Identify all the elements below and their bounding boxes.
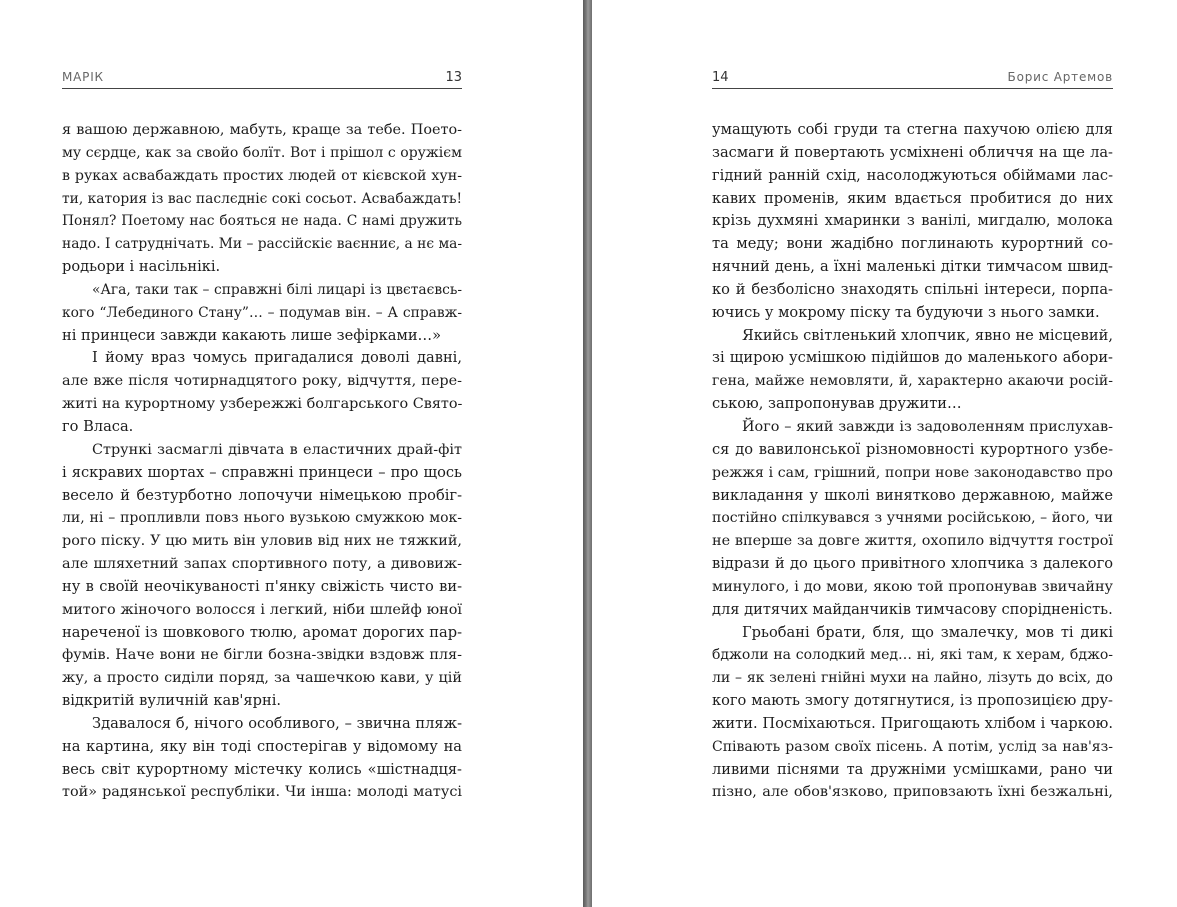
text-line: рого піску. У цю мить він уловив від них не тяжкий, [62, 533, 462, 550]
left-page [62, 0, 462, 907]
text-line: в руках асвабаждать простих людей от кієвской хун- [62, 167, 462, 184]
right-running-title: Борис Артемов [1007, 70, 1113, 84]
text-line: але шляхетний запах спортивного поту, а дивовиж- [62, 556, 462, 573]
text-line: але вже після чотирнадцятого року, відчуття, пере- [62, 373, 462, 390]
text-line: на картина, яку він тоді спостерігав у відомому на [62, 737, 462, 755]
left-running-title: МАРІК [62, 70, 104, 84]
text-line: ючись у мокрому піску та будуючи з нього замки. [712, 303, 1100, 321]
text-line: жу, а просто сиділи поряд, за чашечкою кави, у цій [62, 670, 462, 687]
left-page-body [62, 119, 462, 804]
text-line: фумів. Наче вони не бігли бозна-звідки вздовж пля- [62, 647, 462, 664]
text-line: викладання у школі винятково державною, майже [712, 486, 1113, 504]
text-line: жити. Посміхаються. Пригощають хлібом і чаркою. [712, 714, 1113, 732]
text-line: ли – як зелені гнійні мухи на лайно, лізуть до всіх, до [712, 670, 1113, 687]
text-line: Якийсь світленький хлопчик, явно не місцевий, [742, 326, 1113, 344]
text-line: крізь духмяні хмаринки з ванілі, мигдалю, молока [712, 212, 1113, 230]
text-line: кавих променів, яким вдається пробитися до них [712, 189, 1113, 207]
text-line: весело й безтурботно лопочучи німецькою пробіг- [62, 486, 462, 504]
text-line: Понял? Поетому нас бояться не нада. С намі дружить [62, 213, 462, 230]
text-line: І йому враз чомусь пригадалися доволі давні, [92, 349, 462, 367]
text-line: зі щирою усмішкою підійшов до маленького абори- [712, 349, 1113, 367]
text-line: Грьобані брати, бля, що змалечку, мов ті дикі [742, 623, 1113, 641]
text-line: житі на курортному узбережжі болгарського Свято- [62, 396, 462, 413]
text-line: відрази й до цього привітного хлопчика з далекого [712, 555, 1113, 573]
text-line: постійно спілкувався з учнями російською, – його, чи [712, 510, 1113, 527]
text-line: ся до вавилонської різномовності курортного узбе- [712, 440, 1113, 458]
text-line: для дитячих майданчиків тимчасову спорідненість. [712, 600, 1113, 618]
text-line: ською, запропонував дружити… [712, 395, 962, 413]
text-line: Здавалося б, нічого особливого, – звична пляж- [92, 714, 462, 732]
text-line: нареченої із шовкового тюлю, аромат дорогих пар- [62, 623, 462, 641]
text-line: Співають разом своїх пісень. А потім, услід за нав'яз- [712, 738, 1113, 755]
text-line: надо. І сатруднічать. Ми – рассійскіє ваєнниє, а нє ма- [62, 236, 462, 253]
text-line: кого мають змогу дотягнутися, із пропозицією дру- [712, 692, 1113, 710]
text-line: я вашою державною, мабуть, краще за тебе. Поето- [62, 122, 462, 138]
right-page [712, 0, 1113, 907]
right-page-body [712, 119, 1113, 804]
text-line: ні принцеси завжди какають лише зефірками…» [62, 326, 442, 344]
text-line: відкритій вуличній кав'ярні. [62, 692, 282, 710]
text-line: засмаги й повертають усміхнені обличчя на ще ла- [712, 143, 1113, 161]
text-line: ти, катория із вас паслєдніє сокі сосьот. Асвабаждать! [62, 190, 462, 207]
text-line: і яскравих шортах – справжні принцеси – про щось [62, 463, 462, 481]
text-line: ли, ні – пропливли повз нього вузькою смужкою мок- [62, 510, 462, 527]
text-line: митого жіночого волосся і легкий, ніби шлейф юної [62, 601, 462, 618]
text-line: нячний день, а їхні маленькі дітки тимчасом швид- [712, 258, 1113, 276]
text-line: бджоли на солодкий мед… ні, які там, к херам, бджо- [712, 647, 1113, 664]
book-gutter [583, 0, 592, 907]
text-line: не вперше за довге життя, охопило відчуття гострої [712, 533, 1113, 550]
text-line: та меду; вони жадібно поглинають курортний со- [712, 235, 1113, 253]
text-line: умащують собі груди та стегна пахучою олією для [712, 121, 1113, 138]
text-line: режжя і сам, грішний, попри нове законодавство про [712, 464, 1113, 481]
text-line: гена, майже немовляти, й, характерно акаючи росій- [712, 373, 1113, 390]
text-line: гідний ранній схід, насолоджуються обіймами лас- [712, 166, 1113, 184]
text-line: пізно, але обов'язково, приповзають їхні безжальні, [712, 784, 1113, 801]
text-line: минулого, і до мови, якою той пропонував звичайну [712, 578, 1113, 595]
text-line: кого “Лебединого Стану”… – подумав він. – А справж- [62, 304, 462, 321]
text-line: той» радянської республіки. Чи інша: молоді матусі [62, 784, 462, 801]
right-running-head [712, 66, 1113, 89]
text-line: ливими піснями та дружніми усмішками, рано чи [712, 760, 1113, 778]
text-line: родьори і насільнікі. [62, 258, 221, 276]
text-line: Стрункі засмаглі дівчата в еластичних драй-фіт [92, 441, 462, 458]
text-line: му сєрдце, как за свойо болїт. Вот і прішол с оружієм [62, 144, 462, 161]
text-line: «Ага, таки так – справжні білі лицарі із цвєтаєвсь- [92, 281, 462, 298]
text-line: Його – який завжди із задоволенням прислухав- [742, 418, 1113, 435]
left-running-head [62, 66, 462, 89]
right-page-number: 14 [712, 70, 729, 85]
text-line: го Власа. [62, 417, 134, 435]
text-line: ну в своїй неочікуваності п'янку свіжість чисто ви- [62, 577, 462, 595]
text-line: весь світ курортному містечку колись «шістнадця- [62, 760, 462, 778]
text-line: ко й безболісно знаходять спільні інтереси, порпа- [712, 280, 1113, 298]
left-page-number: 13 [445, 70, 462, 85]
